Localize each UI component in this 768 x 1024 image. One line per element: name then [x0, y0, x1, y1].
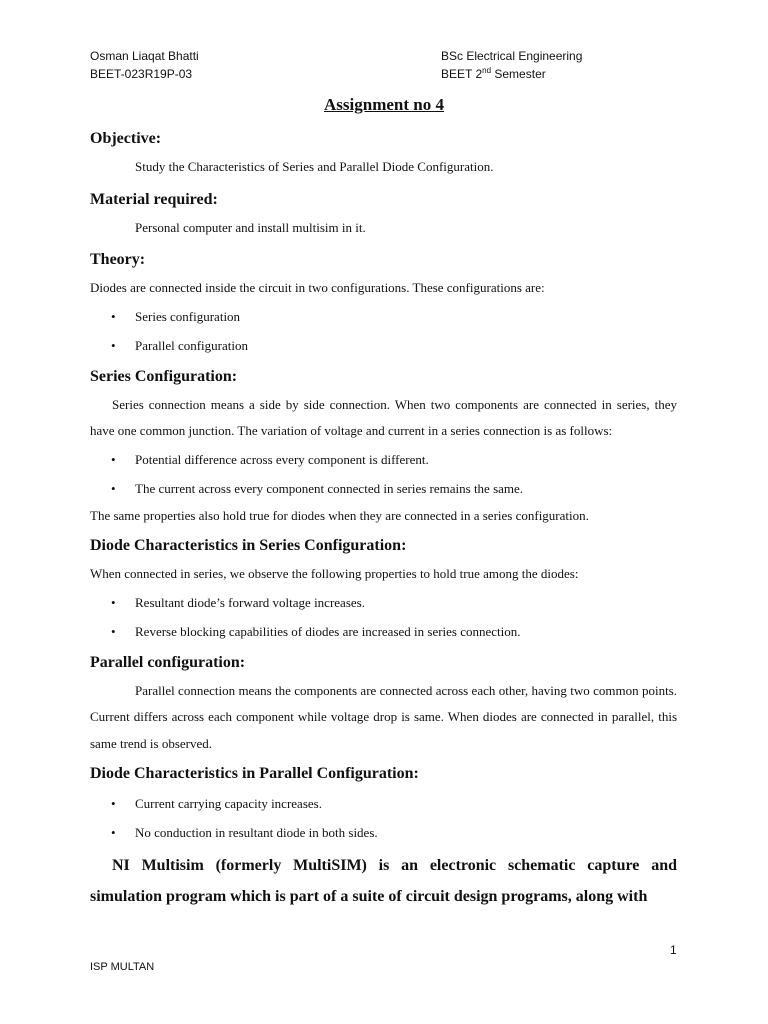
theory-text: Diodes are connected inside the circuit in two configurations. These configurations are:	[90, 280, 545, 295]
diode-series-list	[90, 588, 677, 646]
list-item: • Parallel configuration	[90, 331, 677, 360]
parallel-text: Parallel connection means the components are connected across each other, having two common points. Current differs across each component while voltage drop is same. When diodes are connected in parallel, this same trend is observed.	[90, 682, 677, 751]
author-name: Osman Liaqat Bhatti	[90, 49, 199, 63]
roll-number: BEET-023R19P-03	[90, 67, 193, 81]
document-title: Assignment no 4	[324, 95, 444, 114]
list-item: • The current across every component connected in series remains the same.	[90, 474, 677, 503]
multisim-paragraph: NI Multisim (formerly MultiSIM) is an electronic schematic capture and simulation program which is part of a suite of circuit design programs, along with	[90, 857, 677, 905]
list-item: • Potential difference across every component is different.	[90, 445, 677, 474]
header-left	[90, 47, 199, 83]
objective-heading: Objective:	[90, 130, 162, 147]
page-number: 1	[670, 943, 677, 957]
theory-heading: Theory:	[90, 251, 146, 268]
list-item: • No conduction in resultant diode in both sides.	[90, 818, 677, 847]
series-list	[90, 445, 677, 503]
semester-prefix: BEET 2	[441, 67, 483, 81]
footer-text: ISP MULTAN	[90, 961, 155, 973]
semester-sup: nd	[482, 66, 492, 75]
diode-parallel-list	[90, 789, 677, 847]
header-right	[441, 47, 582, 83]
diode-series-heading: Diode Characteristics in Series Configuration:	[90, 537, 407, 554]
series-heading: Series Configuration:	[90, 367, 238, 385]
program-name: BSc Electrical Engineering	[441, 49, 583, 63]
list-item: • Current carrying capacity increases.	[90, 789, 677, 818]
semester	[441, 65, 582, 83]
list-item: • Series configuration	[90, 302, 677, 331]
theory-list	[90, 302, 677, 360]
document-body	[90, 124, 677, 912]
semester-suffix: Semester	[491, 67, 546, 81]
parallel-heading: Parallel configuration:	[90, 653, 246, 671]
list-item: • Reverse blocking capabilities of diodes are increased in series connection.	[90, 617, 677, 646]
series-after-text: The same properties also hold true for diodes when they are connected in a series configuration.	[90, 507, 589, 523]
material-heading: Material required:	[90, 190, 218, 208]
material-text: Personal computer and install multisim in it.	[135, 219, 366, 235]
list-item: • Resultant diode’s forward voltage increases.	[90, 588, 677, 617]
series-text: Series connection means a side by side connection. When two components are connected in series, they have one common junction. The variation of voltage and current in a series connection is as follows:	[90, 396, 677, 438]
diode-series-text: When connected in series, we observe the following properties to hold true among the diodes:	[90, 566, 579, 581]
objective-text: Study the Characteristics of Series and Parallel Diode Configuration.	[135, 159, 494, 174]
diode-parallel-heading: Diode Characteristics in Parallel Configuration:	[90, 765, 419, 782]
